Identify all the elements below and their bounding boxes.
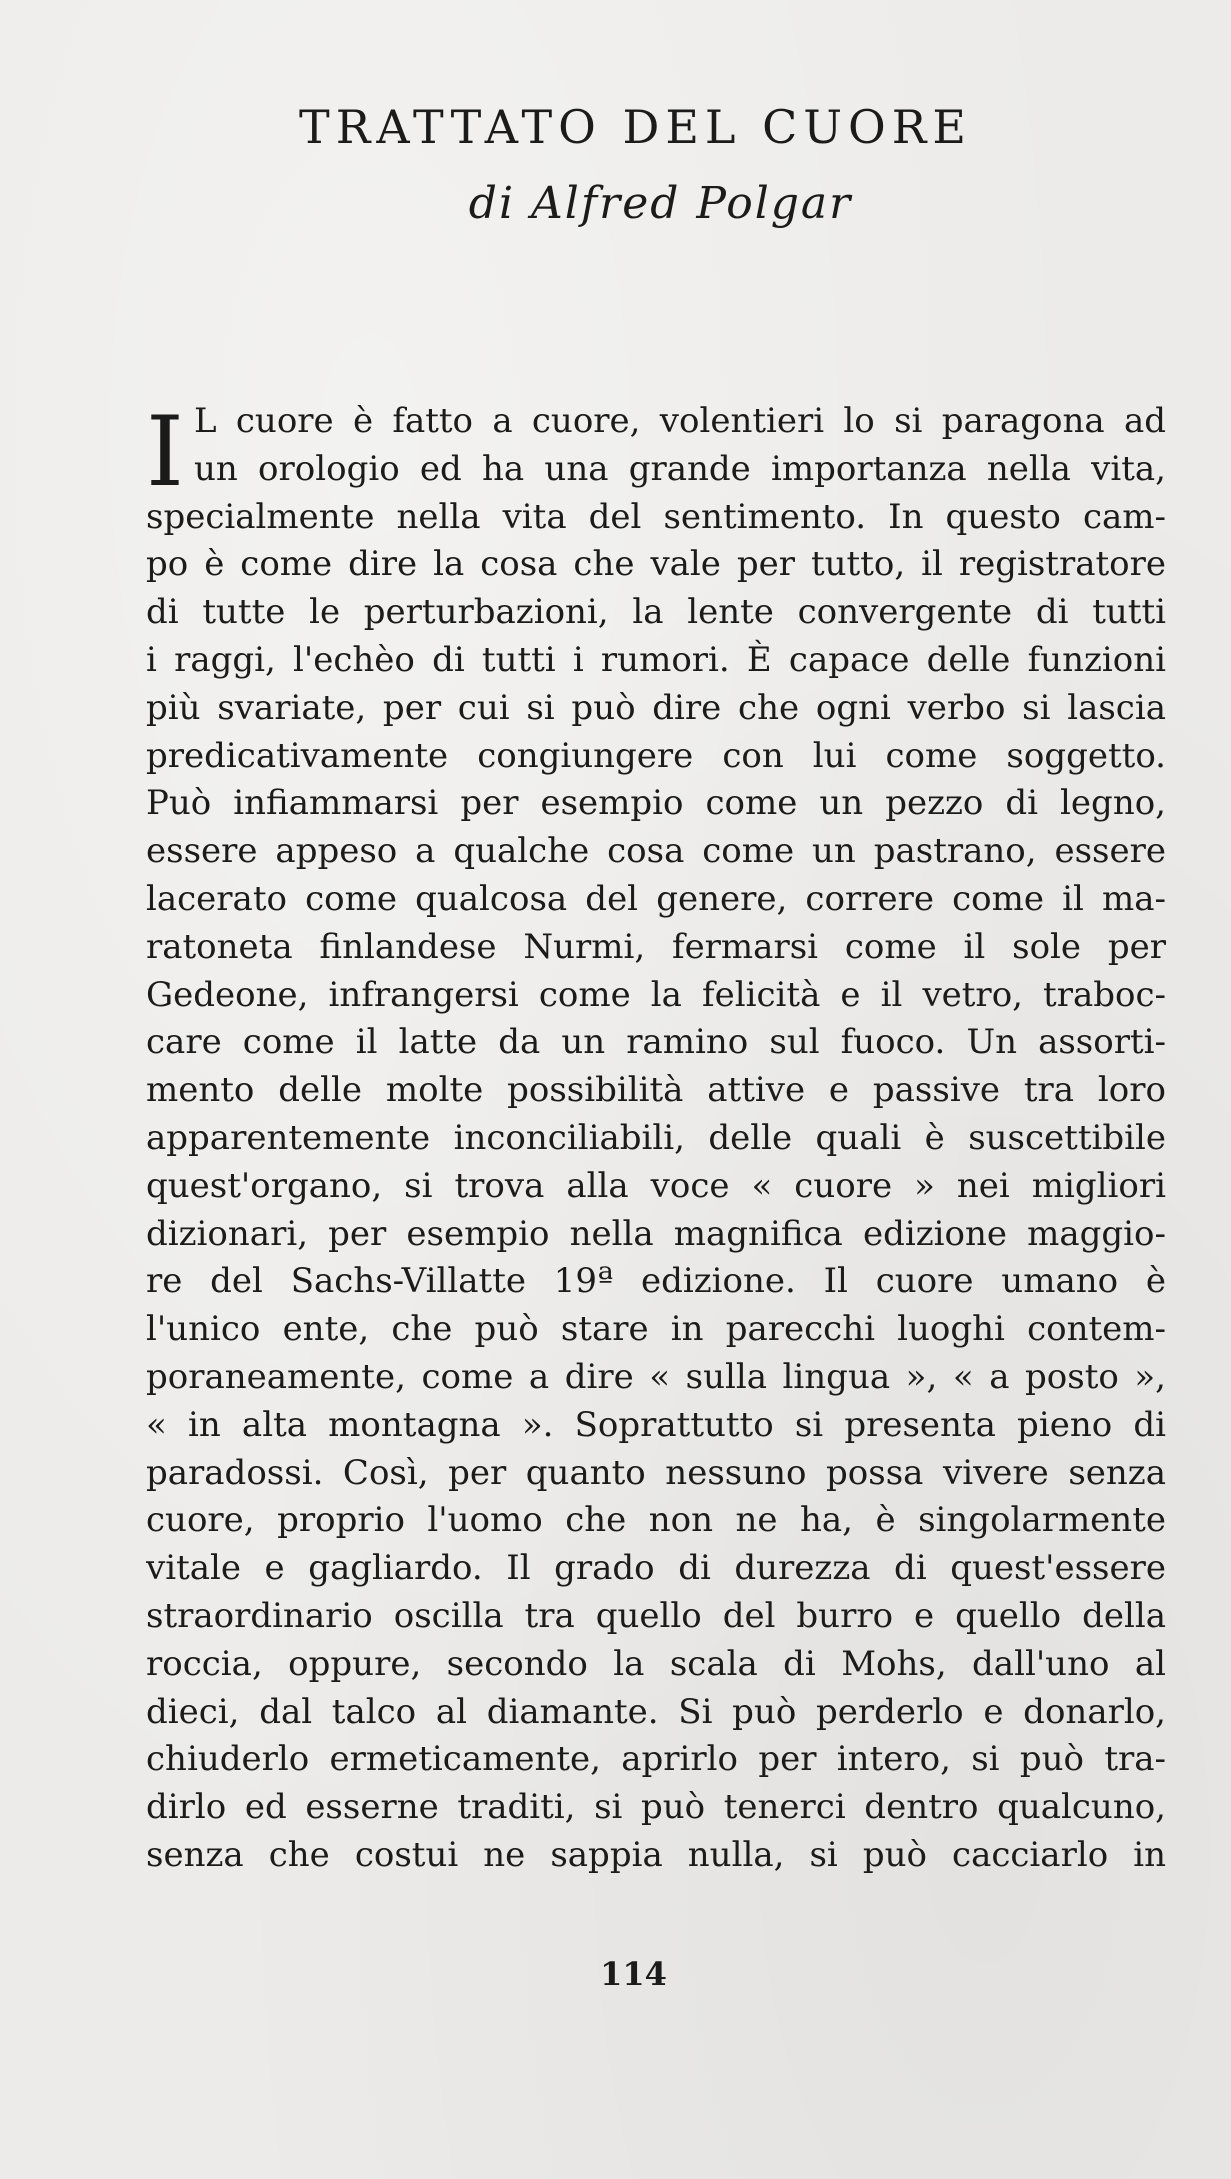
text-line: dieci, dal talco al diamante. Si può perderlo e donarlo, xyxy=(146,1691,1166,1732)
text-line: po è come dire la cosa che vale per tutto, il registratore xyxy=(146,544,1166,585)
text-line: straordinario oscilla tra quello del burro e quello della xyxy=(146,1595,1166,1636)
drop-cap: I xyxy=(146,396,184,508)
text-line: « in alta montagna ». Soprattutto si presenta pieno di xyxy=(146,1404,1166,1445)
text-line: paradossi. Così, per quanto nessuno possa vivere senza xyxy=(146,1452,1166,1493)
text-line: roccia, oppure, secondo la scala di Mohs, dall'uno al xyxy=(146,1643,1166,1684)
chapter-author: di Alfred Polgar xyxy=(468,178,853,229)
text-line: lacerato come qualcosa del genere, correre come il ma- xyxy=(146,878,1166,919)
text-line: Gedeone, infrangersi come la felicità e il vetro, traboc- xyxy=(146,974,1166,1015)
text-line: un orologio ed ha una grande importanza nella vita, xyxy=(194,448,1166,489)
text-line: chiuderlo ermeticamente, aprirlo per intero, si può tra- xyxy=(146,1739,1166,1780)
text-line: poraneamente, come a dire « sulla lingua », « a posto », xyxy=(146,1356,1166,1397)
chapter-title: TRATTATO DEL CUORE xyxy=(299,100,972,154)
text-line: care come il latte da un ramino sul fuoco. Un assorti- xyxy=(146,1022,1166,1063)
text-line: senza che costui ne sappia nulla, si può cacciarlo in xyxy=(146,1834,1166,1875)
text-line: l'unico ente, che può stare in parecchi luoghi contem- xyxy=(146,1309,1166,1350)
text-line: mento delle molte possibilità attive e passive tra loro xyxy=(146,1070,1166,1111)
text-line: quest'organo, si trova alla voce « cuore » nei migliori xyxy=(146,1165,1166,1206)
text-line: re del Sachs-Villatte 19ª edizione. Il cuore umano è xyxy=(146,1261,1166,1302)
text-line: L cuore è fatto a cuore, volentieri lo si paragona ad xyxy=(194,401,1166,441)
text-line: cuore, proprio l'uomo che non ne ha, è singolarmente xyxy=(146,1500,1166,1541)
text-line: i raggi, l'echèo di tutti i rumori. È capace delle funzioni xyxy=(146,639,1166,680)
text-line: apparentemente inconciliabili, delle quali è suscettibile xyxy=(146,1117,1166,1158)
text-line: essere appeso a qualche cosa come un pastrano, essere xyxy=(146,831,1166,872)
text-line: più svariate, per cui si può dire che ogni verbo si lascia xyxy=(146,687,1166,728)
page-number: 114 xyxy=(600,1955,667,1993)
text-line: specialmente nella vita del sentimento. In questo cam- xyxy=(146,496,1166,537)
text-line: dizionari, per esempio nella magnifica edizione maggio- xyxy=(146,1213,1166,1254)
text-line: Può infiammarsi per esempio come un pezzo di legno, xyxy=(146,783,1166,824)
text-line: dirlo ed esserne traditi, si può tenerci dentro qualcuno, xyxy=(146,1787,1166,1828)
body-text xyxy=(146,398,1166,1880)
text-line: di tutte le perturbazioni, la lente convergente di tutti xyxy=(146,592,1166,633)
text-line: predicativamente congiungere con lui come soggetto. xyxy=(146,735,1166,776)
text-line: ratoneta finlandese Nurmi, fermarsi come il sole per xyxy=(146,926,1166,967)
text-line: vitale e gagliardo. Il grado di durezza di quest'essere xyxy=(146,1548,1166,1589)
